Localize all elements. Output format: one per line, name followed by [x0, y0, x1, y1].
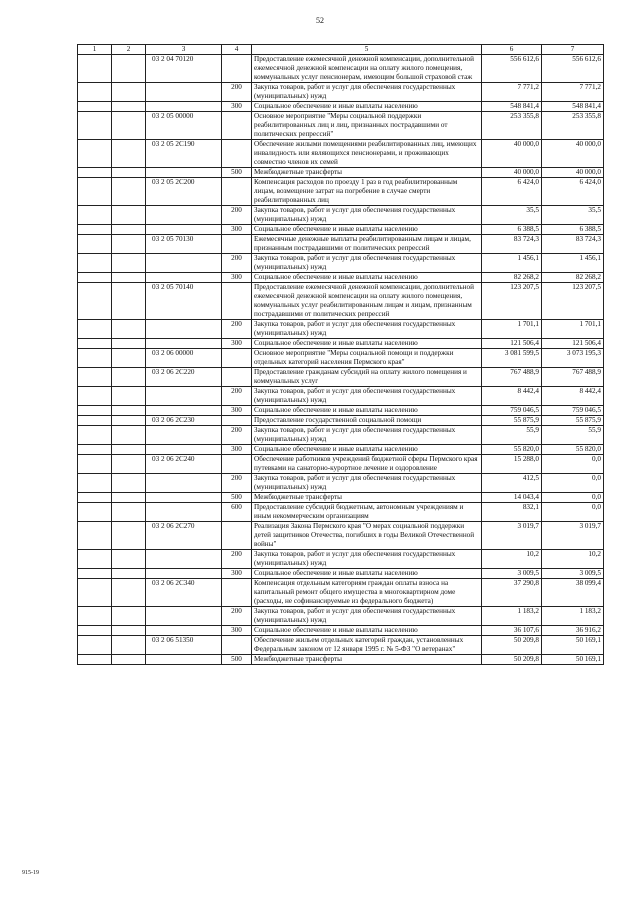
cell-col-1 — [78, 273, 112, 283]
cell-col-1 — [78, 140, 112, 168]
cell-amount-col-6: 3 081 599,5 — [482, 349, 542, 368]
cell-amount-col-6: 3 009,5 — [482, 569, 542, 579]
cell-item-name: Реализация Закона Пермского края "О мерах социальной поддержки детей защитников Отечества, погибших в годы Великой Отечественной войны" — [252, 522, 482, 550]
header-col-2: 2 — [112, 45, 146, 55]
cell-col-2 — [112, 503, 146, 522]
cell-item-name: Обеспечение жильем отдельных категорий граждан, установленных Федеральным законом от 12 января 1995 г. № 5-ФЗ "О ветеранах" — [252, 636, 482, 655]
table-body — [78, 55, 604, 665]
cell-expense-kind: 200 — [222, 83, 252, 102]
cell-col-1 — [78, 416, 112, 426]
cell-amount-col-6: 1 183,2 — [482, 607, 542, 626]
cell-item-name: Предоставление ежемесячной денежной компенсации, дополнительной ежемесячной денежной компенсации на оплату жилого помещения, коммунальных услуг реабилитированным лицам и лицам, признанным пострадавшими от политических репрессий — [252, 283, 482, 320]
cell-expense-kind: 300 — [222, 626, 252, 636]
cell-amount-col-6: 123 207,5 — [482, 283, 542, 320]
cell-target-code: 03 2 05 70140 — [146, 283, 222, 320]
cell-target-code — [146, 493, 222, 503]
cell-col-2 — [112, 339, 146, 349]
cell-col-2 — [112, 112, 146, 140]
cell-col-1 — [78, 626, 112, 636]
cell-expense-kind: 300 — [222, 406, 252, 416]
cell-item-name: Закупка товаров, работ и услуг для обеспечения государственных (муниципальных) нужд — [252, 254, 482, 273]
cell-target-code — [146, 225, 222, 235]
cell-amount-col-7: 7 771,2 — [542, 83, 604, 102]
cell-target-code — [146, 626, 222, 636]
cell-amount-col-7: 83 724,3 — [542, 235, 604, 254]
cell-expense-kind — [222, 368, 252, 387]
cell-col-1 — [78, 474, 112, 493]
cell-amount-col-7: 8 442,4 — [542, 387, 604, 406]
cell-target-code — [146, 83, 222, 102]
cell-amount-col-7: 6 388,5 — [542, 225, 604, 235]
cell-target-code: 03 2 05 00000 — [146, 112, 222, 140]
cell-col-1 — [78, 455, 112, 474]
header-col-6: 6 — [482, 45, 542, 55]
cell-col-2 — [112, 254, 146, 273]
cell-target-code — [146, 254, 222, 273]
table-row — [78, 55, 604, 83]
table-row — [78, 273, 604, 283]
cell-amount-col-7: 82 268,2 — [542, 273, 604, 283]
cell-item-name: Закупка товаров, работ и услуг для обеспечения государственных (муниципальных) нужд — [252, 83, 482, 102]
cell-amount-col-7: 40 000,0 — [542, 140, 604, 168]
cell-amount-col-7: 38 099,4 — [542, 579, 604, 607]
cell-item-name: Социальное обеспечение и иные выплаты населению — [252, 339, 482, 349]
cell-col-2 — [112, 626, 146, 636]
cell-col-2 — [112, 474, 146, 493]
cell-amount-col-7: 253 355,8 — [542, 112, 604, 140]
cell-col-1 — [78, 235, 112, 254]
cell-item-name: Предоставление ежемесячной денежной компенсации, дополнительной ежемесячной денежной компенсации на оплату жилого помещения, коммунальных услуг пенсионерам, имеющим большой страховой стаж — [252, 55, 482, 83]
cell-expense-kind — [222, 55, 252, 83]
cell-amount-col-7: 50 169,1 — [542, 655, 604, 665]
cell-amount-col-7: 1 456,1 — [542, 254, 604, 273]
table-row — [78, 445, 604, 455]
cell-amount-col-6: 35,5 — [482, 206, 542, 225]
cell-col-2 — [112, 416, 146, 426]
cell-col-1 — [78, 178, 112, 206]
cell-item-name: Закупка товаров, работ и услуг для обеспечения государственных (муниципальных) нужд — [252, 607, 482, 626]
cell-expense-kind — [222, 522, 252, 550]
cell-amount-col-6: 1 701,1 — [482, 320, 542, 339]
cell-expense-kind: 500 — [222, 168, 252, 178]
cell-amount-col-7: 1 183,2 — [542, 607, 604, 626]
cell-amount-col-6: 15 288,0 — [482, 455, 542, 474]
cell-target-code: 03 2 06 00000 — [146, 349, 222, 368]
cell-item-name: Социальное обеспечение и иные выплаты населению — [252, 102, 482, 112]
cell-expense-kind: 300 — [222, 102, 252, 112]
cell-target-code: 03 2 06 2С220 — [146, 368, 222, 387]
table-row — [78, 339, 604, 349]
cell-amount-col-6: 548 841,4 — [482, 102, 542, 112]
footer-code: 915-19 — [22, 870, 39, 876]
table-row — [78, 406, 604, 416]
table-row — [78, 416, 604, 426]
cell-col-2 — [112, 607, 146, 626]
cell-target-code — [146, 426, 222, 445]
cell-amount-col-6: 3 019,7 — [482, 522, 542, 550]
cell-col-1 — [78, 368, 112, 387]
cell-target-code: 03 2 05 2С200 — [146, 178, 222, 206]
cell-amount-col-7: 3 073 195,3 — [542, 349, 604, 368]
cell-amount-col-7: 50 169,1 — [542, 636, 604, 655]
cell-expense-kind — [222, 140, 252, 168]
cell-target-code — [146, 206, 222, 225]
cell-amount-col-7: 767 488,9 — [542, 368, 604, 387]
cell-amount-col-6: 83 724,3 — [482, 235, 542, 254]
cell-amount-col-7: 0,0 — [542, 474, 604, 493]
table-row — [78, 493, 604, 503]
cell-target-code: 03 2 06 51350 — [146, 636, 222, 655]
cell-amount-col-6: 556 612,6 — [482, 55, 542, 83]
cell-target-code — [146, 655, 222, 665]
cell-amount-col-6: 37 290,8 — [482, 579, 542, 607]
table-row — [78, 112, 604, 140]
cell-amount-col-6: 832,1 — [482, 503, 542, 522]
cell-col-2 — [112, 140, 146, 168]
cell-col-2 — [112, 406, 146, 416]
cell-expense-kind: 200 — [222, 387, 252, 406]
cell-item-name: Основное мероприятие "Меры социальной помощи и поддержки отдельных категорий населения Пермского края" — [252, 349, 482, 368]
table-row — [78, 550, 604, 569]
cell-item-name: Социальное обеспечение и иные выплаты населению — [252, 626, 482, 636]
cell-col-2 — [112, 569, 146, 579]
cell-expense-kind — [222, 579, 252, 607]
table-row — [78, 283, 604, 320]
header-col-1: 1 — [78, 45, 112, 55]
cell-expense-kind: 600 — [222, 503, 252, 522]
cell-item-name: Предоставление государственной социальной помощи — [252, 416, 482, 426]
cell-col-2 — [112, 550, 146, 569]
cell-col-2 — [112, 206, 146, 225]
cell-col-2 — [112, 320, 146, 339]
cell-col-2 — [112, 283, 146, 320]
cell-amount-col-6: 7 771,2 — [482, 83, 542, 102]
budget-table — [77, 44, 604, 665]
table-row — [78, 349, 604, 368]
cell-amount-col-7: 1 701,1 — [542, 320, 604, 339]
cell-amount-col-6: 50 209,8 — [482, 636, 542, 655]
cell-amount-col-7: 6 424,0 — [542, 178, 604, 206]
cell-item-name: Межбюджетные трансферты — [252, 493, 482, 503]
cell-col-2 — [112, 387, 146, 406]
cell-target-code: 03 2 06 2С340 — [146, 579, 222, 607]
cell-col-1 — [78, 579, 112, 607]
cell-item-name: Социальное обеспечение и иные выплаты населению — [252, 225, 482, 235]
cell-amount-col-7: 556 612,6 — [542, 55, 604, 83]
header-col-7: 7 — [542, 45, 604, 55]
cell-target-code — [146, 503, 222, 522]
cell-col-2 — [112, 655, 146, 665]
cell-target-code: 03 2 05 70130 — [146, 235, 222, 254]
table-row — [78, 206, 604, 225]
table-row — [78, 102, 604, 112]
cell-item-name: Закупка товаров, работ и услуг для обеспечения государственных (муниципальных) нужд — [252, 474, 482, 493]
cell-item-name: Ежемесячные денежные выплаты реабилитированным лицам и лицам, признанным пострадавшими от политических репрессий — [252, 235, 482, 254]
cell-expense-kind: 300 — [222, 273, 252, 283]
cell-target-code — [146, 102, 222, 112]
cell-amount-col-7: 40 000,0 — [542, 168, 604, 178]
cell-col-1 — [78, 550, 112, 569]
cell-expense-kind: 200 — [222, 426, 252, 445]
cell-target-code — [146, 273, 222, 283]
cell-item-name: Предоставление субсидий бюджетным, автономным учреждениям и иным некоммерческим организациям — [252, 503, 482, 522]
cell-target-code: 03 2 06 2С240 — [146, 455, 222, 474]
cell-amount-col-7: 55 875,9 — [542, 416, 604, 426]
table-row — [78, 655, 604, 665]
cell-item-name: Социальное обеспечение и иные выплаты населению — [252, 273, 482, 283]
cell-target-code: 03 2 06 2С270 — [146, 522, 222, 550]
cell-amount-col-7: 10,2 — [542, 550, 604, 569]
table-row — [78, 474, 604, 493]
table-row — [78, 320, 604, 339]
cell-expense-kind — [222, 112, 252, 140]
cell-col-1 — [78, 112, 112, 140]
table-row — [78, 522, 604, 550]
cell-col-2 — [112, 102, 146, 112]
table-row — [78, 178, 604, 206]
cell-expense-kind: 300 — [222, 339, 252, 349]
cell-col-2 — [112, 273, 146, 283]
cell-amount-col-7: 3 009,5 — [542, 569, 604, 579]
cell-expense-kind — [222, 235, 252, 254]
cell-target-code — [146, 569, 222, 579]
cell-amount-col-7: 0,0 — [542, 493, 604, 503]
table-row — [78, 168, 604, 178]
cell-item-name: Закупка товаров, работ и услуг для обеспечения государственных (муниципальных) нужд — [252, 387, 482, 406]
cell-amount-col-7: 121 506,4 — [542, 339, 604, 349]
cell-amount-col-6: 14 043,4 — [482, 493, 542, 503]
table-row — [78, 607, 604, 626]
table-row — [78, 426, 604, 445]
cell-target-code — [146, 320, 222, 339]
cell-expense-kind — [222, 416, 252, 426]
cell-expense-kind: 200 — [222, 474, 252, 493]
cell-target-code — [146, 339, 222, 349]
cell-target-code — [146, 387, 222, 406]
cell-col-1 — [78, 607, 112, 626]
cell-amount-col-7: 0,0 — [542, 503, 604, 522]
cell-amount-col-7: 0,0 — [542, 455, 604, 474]
cell-item-name: Социальное обеспечение и иные выплаты населению — [252, 445, 482, 455]
cell-amount-col-7: 759 046,5 — [542, 406, 604, 416]
header-col-4: 4 — [222, 45, 252, 55]
cell-col-2 — [112, 235, 146, 254]
cell-amount-col-6: 1 456,1 — [482, 254, 542, 273]
table-row — [78, 626, 604, 636]
cell-col-2 — [112, 178, 146, 206]
cell-amount-col-6: 121 506,4 — [482, 339, 542, 349]
cell-expense-kind: 300 — [222, 225, 252, 235]
cell-target-code — [146, 406, 222, 416]
table-row — [78, 140, 604, 168]
cell-amount-col-6: 10,2 — [482, 550, 542, 569]
cell-target-code — [146, 445, 222, 455]
cell-item-name: Закупка товаров, работ и услуг для обеспечения государственных (муниципальных) нужд — [252, 206, 482, 225]
cell-col-1 — [78, 406, 112, 416]
table-row — [78, 387, 604, 406]
table-row — [78, 254, 604, 273]
cell-col-1 — [78, 254, 112, 273]
cell-col-1 — [78, 168, 112, 178]
cell-col-2 — [112, 225, 146, 235]
table-row — [78, 235, 604, 254]
table-row — [78, 579, 604, 607]
cell-expense-kind — [222, 283, 252, 320]
cell-col-2 — [112, 349, 146, 368]
cell-expense-kind: 300 — [222, 569, 252, 579]
cell-col-1 — [78, 206, 112, 225]
cell-col-1 — [78, 426, 112, 445]
cell-item-name: Обеспечение жилыми помещениями реабилитированных лиц, имеющих инвалидность или являющихся пенсионерами, и проживающих совместно членов их семей — [252, 140, 482, 168]
cell-expense-kind — [222, 178, 252, 206]
cell-expense-kind: 200 — [222, 320, 252, 339]
cell-target-code — [146, 168, 222, 178]
cell-col-2 — [112, 168, 146, 178]
cell-col-1 — [78, 493, 112, 503]
table-header-row — [78, 45, 604, 55]
cell-item-name: Предоставление гражданам субсидий на оплату жилого помещения и коммунальных услуг — [252, 368, 482, 387]
cell-amount-col-6: 6 388,5 — [482, 225, 542, 235]
cell-col-1 — [78, 655, 112, 665]
cell-amount-col-7: 36 916,2 — [542, 626, 604, 636]
cell-col-2 — [112, 455, 146, 474]
cell-col-1 — [78, 339, 112, 349]
cell-expense-kind — [222, 636, 252, 655]
cell-amount-col-6: 36 107,6 — [482, 626, 542, 636]
cell-amount-col-7: 35,5 — [542, 206, 604, 225]
cell-target-code: 03 2 06 2С230 — [146, 416, 222, 426]
cell-col-2 — [112, 426, 146, 445]
cell-amount-col-6: 55 820,0 — [482, 445, 542, 455]
table-row — [78, 569, 604, 579]
cell-expense-kind: 200 — [222, 607, 252, 626]
cell-amount-col-6: 50 209,8 — [482, 655, 542, 665]
cell-target-code — [146, 550, 222, 569]
cell-col-1 — [78, 503, 112, 522]
cell-col-1 — [78, 102, 112, 112]
cell-col-2 — [112, 579, 146, 607]
cell-amount-col-6: 412,5 — [482, 474, 542, 493]
cell-col-1 — [78, 349, 112, 368]
cell-item-name: Социальное обеспечение и иные выплаты населению — [252, 569, 482, 579]
cell-expense-kind: 200 — [222, 550, 252, 569]
cell-item-name: Межбюджетные трансферты — [252, 168, 482, 178]
cell-amount-col-6: 82 268,2 — [482, 273, 542, 283]
cell-amount-col-6: 767 488,9 — [482, 368, 542, 387]
table-row — [78, 455, 604, 474]
table-row — [78, 225, 604, 235]
cell-amount-col-6: 759 046,5 — [482, 406, 542, 416]
table-row — [78, 83, 604, 102]
cell-item-name: Обеспечение работников учреждений бюджетной сферы Пермского края путевками на санаторно-курортное лечение и оздоровление — [252, 455, 482, 474]
cell-col-1 — [78, 522, 112, 550]
header-col-3: 3 — [146, 45, 222, 55]
cell-col-1 — [78, 83, 112, 102]
cell-col-2 — [112, 522, 146, 550]
cell-expense-kind: 200 — [222, 206, 252, 225]
cell-item-name: Закупка товаров, работ и услуг для обеспечения государственных (муниципальных) нужд — [252, 550, 482, 569]
cell-col-1 — [78, 320, 112, 339]
cell-target-code — [146, 607, 222, 626]
cell-target-code: 03 2 05 2С190 — [146, 140, 222, 168]
cell-amount-col-7: 55,9 — [542, 426, 604, 445]
cell-amount-col-6: 6 424,0 — [482, 178, 542, 206]
cell-col-1 — [78, 569, 112, 579]
cell-expense-kind: 300 — [222, 445, 252, 455]
cell-col-2 — [112, 493, 146, 503]
cell-amount-col-6: 253 355,8 — [482, 112, 542, 140]
cell-col-1 — [78, 445, 112, 455]
cell-expense-kind — [222, 455, 252, 474]
cell-amount-col-7: 123 207,5 — [542, 283, 604, 320]
table-row — [78, 503, 604, 522]
cell-item-name: Закупка товаров, работ и услуг для обеспечения государственных (муниципальных) нужд — [252, 320, 482, 339]
cell-target-code — [146, 474, 222, 493]
cell-amount-col-6: 55 875,9 — [482, 416, 542, 426]
cell-item-name: Компенсация отдельным категориям граждан оплаты взноса на капитальный ремонт общего имущества в многоквартирном доме (расходы, не софинансируемые из федерального бюджета) — [252, 579, 482, 607]
cell-col-1 — [78, 387, 112, 406]
cell-target-code: 03 2 04 70120 — [146, 55, 222, 83]
cell-col-2 — [112, 445, 146, 455]
cell-col-2 — [112, 55, 146, 83]
cell-item-name: Основное мероприятие "Меры социальной поддержки реабилитированных лиц и лиц, признанных пострадавшими от политических репрессий" — [252, 112, 482, 140]
cell-item-name: Компенсация расходов по проезду 1 раз в год реабилитированным лицам, возмещение затрат на погребение в случае смерти реабилитированных лиц — [252, 178, 482, 206]
table-row — [78, 636, 604, 655]
cell-item-name: Социальное обеспечение и иные выплаты населению — [252, 406, 482, 416]
cell-col-2 — [112, 636, 146, 655]
cell-col-1 — [78, 225, 112, 235]
cell-col-1 — [78, 636, 112, 655]
cell-expense-kind: 200 — [222, 254, 252, 273]
cell-col-1 — [78, 283, 112, 320]
cell-amount-col-6: 55,9 — [482, 426, 542, 445]
cell-item-name: Закупка товаров, работ и услуг для обеспечения государственных (муниципальных) нужд — [252, 426, 482, 445]
cell-col-2 — [112, 368, 146, 387]
cell-expense-kind: 500 — [222, 493, 252, 503]
cell-expense-kind: 500 — [222, 655, 252, 665]
page-number: 52 — [316, 16, 324, 25]
cell-amount-col-6: 40 000,0 — [482, 168, 542, 178]
cell-amount-col-7: 548 841,4 — [542, 102, 604, 112]
header-col-5: 5 — [252, 45, 482, 55]
cell-amount-col-6: 8 442,4 — [482, 387, 542, 406]
cell-col-1 — [78, 55, 112, 83]
cell-expense-kind — [222, 349, 252, 368]
cell-amount-col-7: 3 019,7 — [542, 522, 604, 550]
cell-item-name: Межбюджетные трансферты — [252, 655, 482, 665]
cell-amount-col-6: 40 000,0 — [482, 140, 542, 168]
cell-col-2 — [112, 83, 146, 102]
table-row — [78, 368, 604, 387]
cell-amount-col-7: 55 820,0 — [542, 445, 604, 455]
